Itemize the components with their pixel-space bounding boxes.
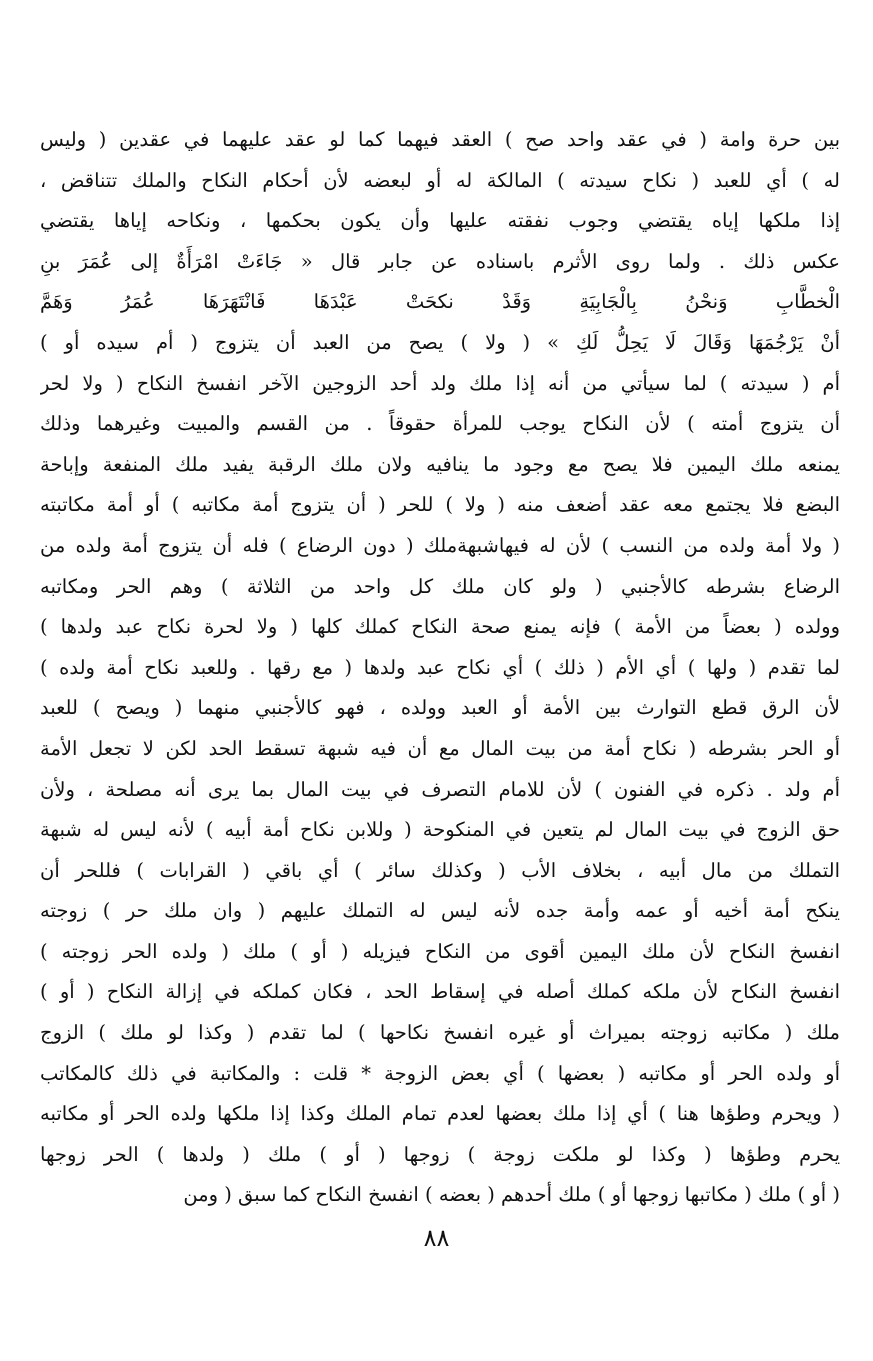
text-line: انفسخ النكاح لأن ملكه كملك أصله في إسقاط الحد ، فكان كملكه في إزالة النكاح ( أو ) — [40, 980, 840, 1004]
text-line: أم ولد . ذكره في الفنون ) لأن للامام التصرف في بيت المال بما يرى أنه مصلحة ، ولأن — [40, 777, 840, 801]
text-line: انفسخ النكاح لأن ملك اليمين أقوى من النكاح فيزيله ( أو ) ملك ( ولده الحر زوجته ) — [40, 939, 840, 963]
text-line: لأن الرق قطع التوارث بين الأمة أو العبد وولده ، فهو كالأجنبي منهما ( ويصح ) للعبد — [40, 696, 840, 720]
text-line: أم ( سيدته ) لما سيأتي من أنه إذا ملك ولد أحد الزوجين الآخر انفسخ النكاح ( ولا لحر — [40, 371, 840, 395]
text-line: ( ولا أمة ولده من النسب ) لأن له فيهاشبهةملك ( دون الرضاع ) فله أن يتزوج أمة ولده من — [40, 533, 840, 557]
text-line: أو الحر بشرطه ( نكاح أمة من بيت المال مع أن فيه شبهة تسقط الحد لكن لا تجعل الأمة — [40, 736, 840, 760]
text-line: عكس ذلك . ولما روى الأثرم باسناده عن جابر قال « جَاءَتْ امْرَأَةٌ إلى عُمَرَ بنِ — [40, 249, 840, 273]
text-line: ملك ( مكاتبه زوجته بميراث أو غيره انفسخ نكاحها ) لما تقدم ( وكذا لو ملك ) الزوج — [40, 1021, 840, 1045]
page-body — [40, 120, 840, 1216]
text-line: ( أو ) ملك ( مكاتبها زوجها أو ) ملك أحدهم ( بعضه ) انفسخ النكاح كما سبق ( ومن — [183, 1183, 840, 1207]
text-line: بين حرة وامة ( في عقد واحد صح ) العقد فيهما كما لو عقد عليهما في عقدين ( وليس — [40, 128, 840, 151]
text-line: له ) أي للعبد ( نكاح سيدته ) المالكة له أو لبعضه لأن أحكام النكاح والملك تتناقض ، — [40, 168, 840, 192]
text-line: أنْ يَرْجُمَهَا وَقَالَ لَا يَحِلُّ لَكِ » ( ولا ) يصح من العبد أن يتزوج ( أم سيده أو ) — [40, 330, 840, 354]
text-line: إذا ملكها إياه يقتضي وجوب نفقته عليها وأن يكون بحكمها ، ونكاحه إياها يقتضي — [40, 209, 840, 233]
text-line: لما تقدم ( ولها ) أي الأم ( ذلك ) أي نكاح عبد ولدها ( مع رقها . وللعبد نكاح أمة ولده ) — [40, 655, 840, 679]
text-line: الرضاع بشرطه كالأجنبي ( ولو كان ملك كل واحد من الثلاثة ) وهم الحر ومكاتبه — [40, 574, 840, 598]
text-line: حق الزوج في بيت المال لم يتعين في المنكوحة ( وللابن نكاح أمة أبيه ) لأنه ليس له شبهة — [40, 818, 840, 842]
page-number: ٨٨ — [423, 1224, 450, 1252]
text-line: الْخطَّابِ وَنحْنُ بِالْجَابِيَةِ وَقَدْ نكحَتْ عَبْدَهَا فَانْتَهَرَهَا عُمَرُ وَهَمَّ — [40, 290, 840, 314]
text-line: يمنعه ملك اليمين فلا يصح مع وجود ما ينافيه ولان ملك الرقبة يفيد ملك المنفعة وإباحة — [40, 452, 840, 476]
text-line: ( ويحرم وطؤها هنا ) أي إذا ملك بعضها لعدم تمام الملك وكذا إذا ملكها ولده الحر أو مكاتبه — [40, 1102, 840, 1126]
text-line: التملك من مال أبيه ، بخلاف الأب ( وكذلك سائر ) أي باقي ( القرابات ) فللحر أن — [40, 858, 840, 882]
text-line: البضع فلا يجتمع معه عقد أضعف منه ( ولا ) للحر ( أن يتزوج أمة مكاتبه ) أو أمة مكاتبته — [40, 493, 840, 517]
text-line: يحرم وطؤها ( وكذا لو ملكت زوجة ) زوجها ( أو ) ملك ( ولدها ) الحر زوجها — [40, 1142, 840, 1166]
text-line: ينكح أمة أخيه أو عمه وأمة جده لأنه ليس له التملك عليهم ( وان ملك حر ) زوجته — [40, 899, 840, 923]
text-line: أن يتزوج أمته ) لأن النكاح يوجب للمرأة حقوقاً . من القسم والمبيت وغيرهما وذلك — [40, 412, 840, 436]
text-line: وولده ( بعضاً من الأمة ) فإنه يمنع صحة النكاح كملك كلها ( ولا لحرة نكاح عبد ولدها ) — [40, 615, 840, 639]
text-line: أو ولده الحر أو مكاتبه ( بعضها ) أي بعض الزوجة * قلت : والمكاتبة في ذلك كالمكاتب — [40, 1061, 840, 1085]
